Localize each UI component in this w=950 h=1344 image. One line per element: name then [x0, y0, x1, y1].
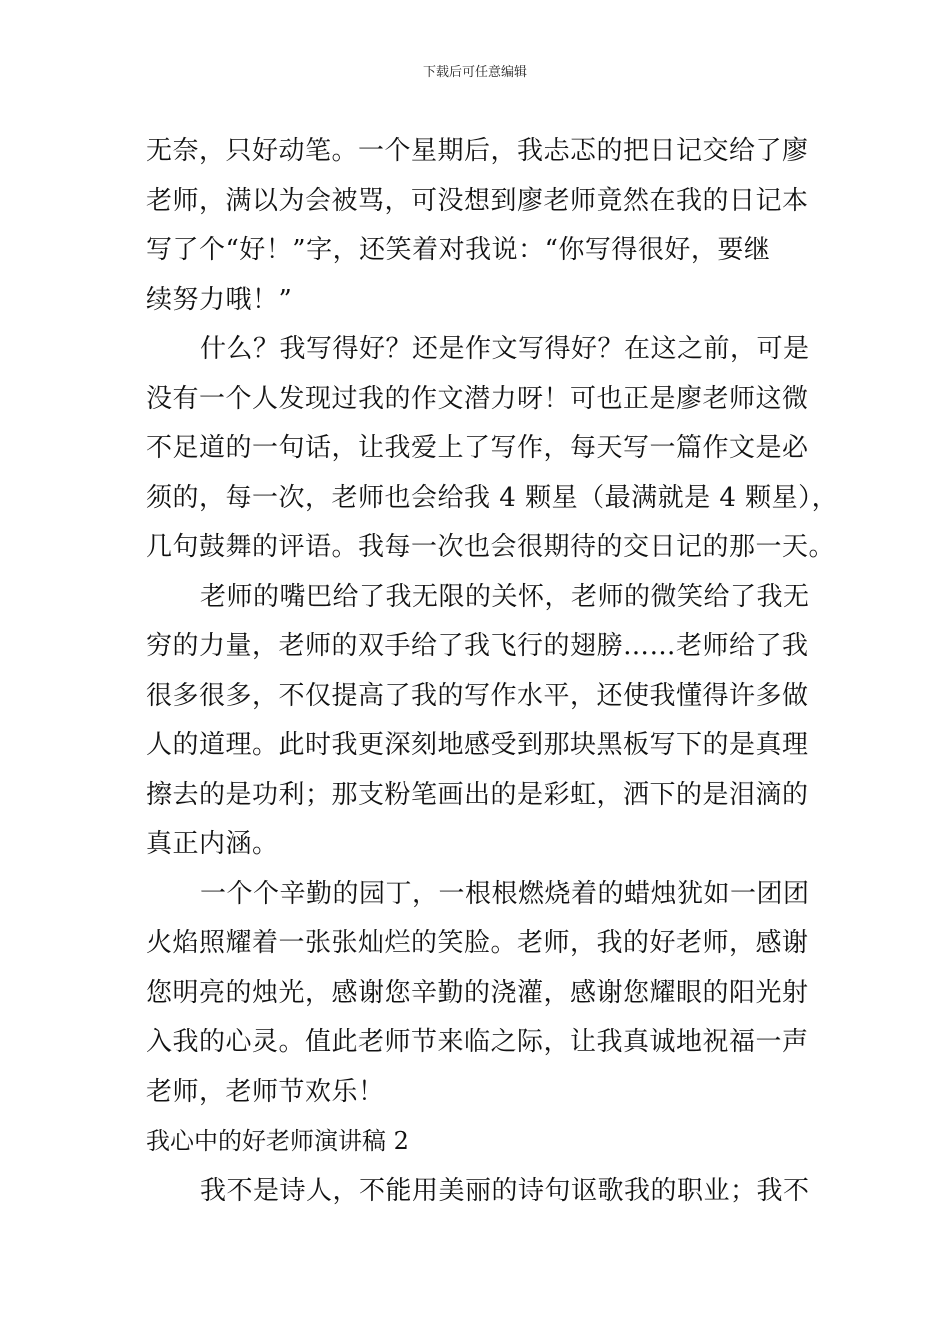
text-line: 没有一个人发现过我的作文潜力呀！可也正是廖老师这微 [146, 383, 809, 414]
paragraph [146, 573, 810, 870]
text-line: 入我的心灵。值此老师节来临之际，让我真诚地祝福一声 [146, 1027, 809, 1057]
paragraph [146, 1167, 810, 1217]
text-line: 火焰照耀着一张张灿烂的笑脸。老师，我的好老师，感谢 [146, 928, 809, 958]
text-line: 擦去的是功利；那支粉笔画出的是彩虹，洒下的是泪滴的 [146, 779, 809, 810]
text-line: 老师，满以为会被骂，可没想到廖老师竟然在我的日记本 [146, 185, 809, 216]
paragraph [146, 127, 809, 325]
text-line: 老师，老师节欢乐！ [146, 1076, 385, 1107]
paragraph [146, 325, 839, 573]
text-line: 续努力哦！” [146, 284, 293, 315]
section-title: 我心中的好老师演讲稿 2 [146, 1127, 409, 1155]
text-line: 不足道的一句话，让我爱上了写作，每天写一篇作文是必 [146, 433, 809, 463]
text-line: 写了个“好！”字，还笑着对我说：“你写得很好，要继 [146, 235, 771, 265]
text-line: 很多很多，不仅提高了我的写作水平，还使我懂得许多做 [146, 680, 809, 711]
text-line: 穷的力量，老师的双手给了我飞行的翅膀……老师给了我 [146, 631, 809, 661]
text-line: 几句鼓舞的评语。我每一次也会很期待的交日记的那一天。 [146, 532, 836, 562]
page-header: 下载后可任意编辑 [422, 65, 527, 80]
text-line: 须的，每一次，老师也会给我 4 颗星（最满就是 4 颗星）， [146, 482, 839, 513]
text-line: 我不是诗人，不能用美丽的诗句讴歌我的职业；我不 [200, 1175, 810, 1206]
text-line: 您明亮的烛光，感谢您辛勤的浇灌，感谢您耀眼的阳光射 [146, 977, 809, 1008]
text-line: 真正内涵。 [146, 829, 279, 859]
text-line: 无奈，只好动笔。一个星期后，我忐忑的把日记交给了廖 [146, 136, 809, 166]
text-line: 一个个辛勤的园丁，一根根燃烧着的蜡烛犹如一团团 [200, 878, 810, 909]
paragraph [146, 870, 810, 1118]
text-line: 什么？我写得好？还是作文写得好？在这之前，可是 [200, 334, 810, 364]
document-body [146, 127, 839, 1216]
text-line: 老师的嘴巴给了我无限的关怀，老师的微笑给了我无 [200, 581, 810, 612]
text-line: 人的道理。此时我更深刻地感受到那块黑板写下的是真理 [146, 730, 809, 760]
